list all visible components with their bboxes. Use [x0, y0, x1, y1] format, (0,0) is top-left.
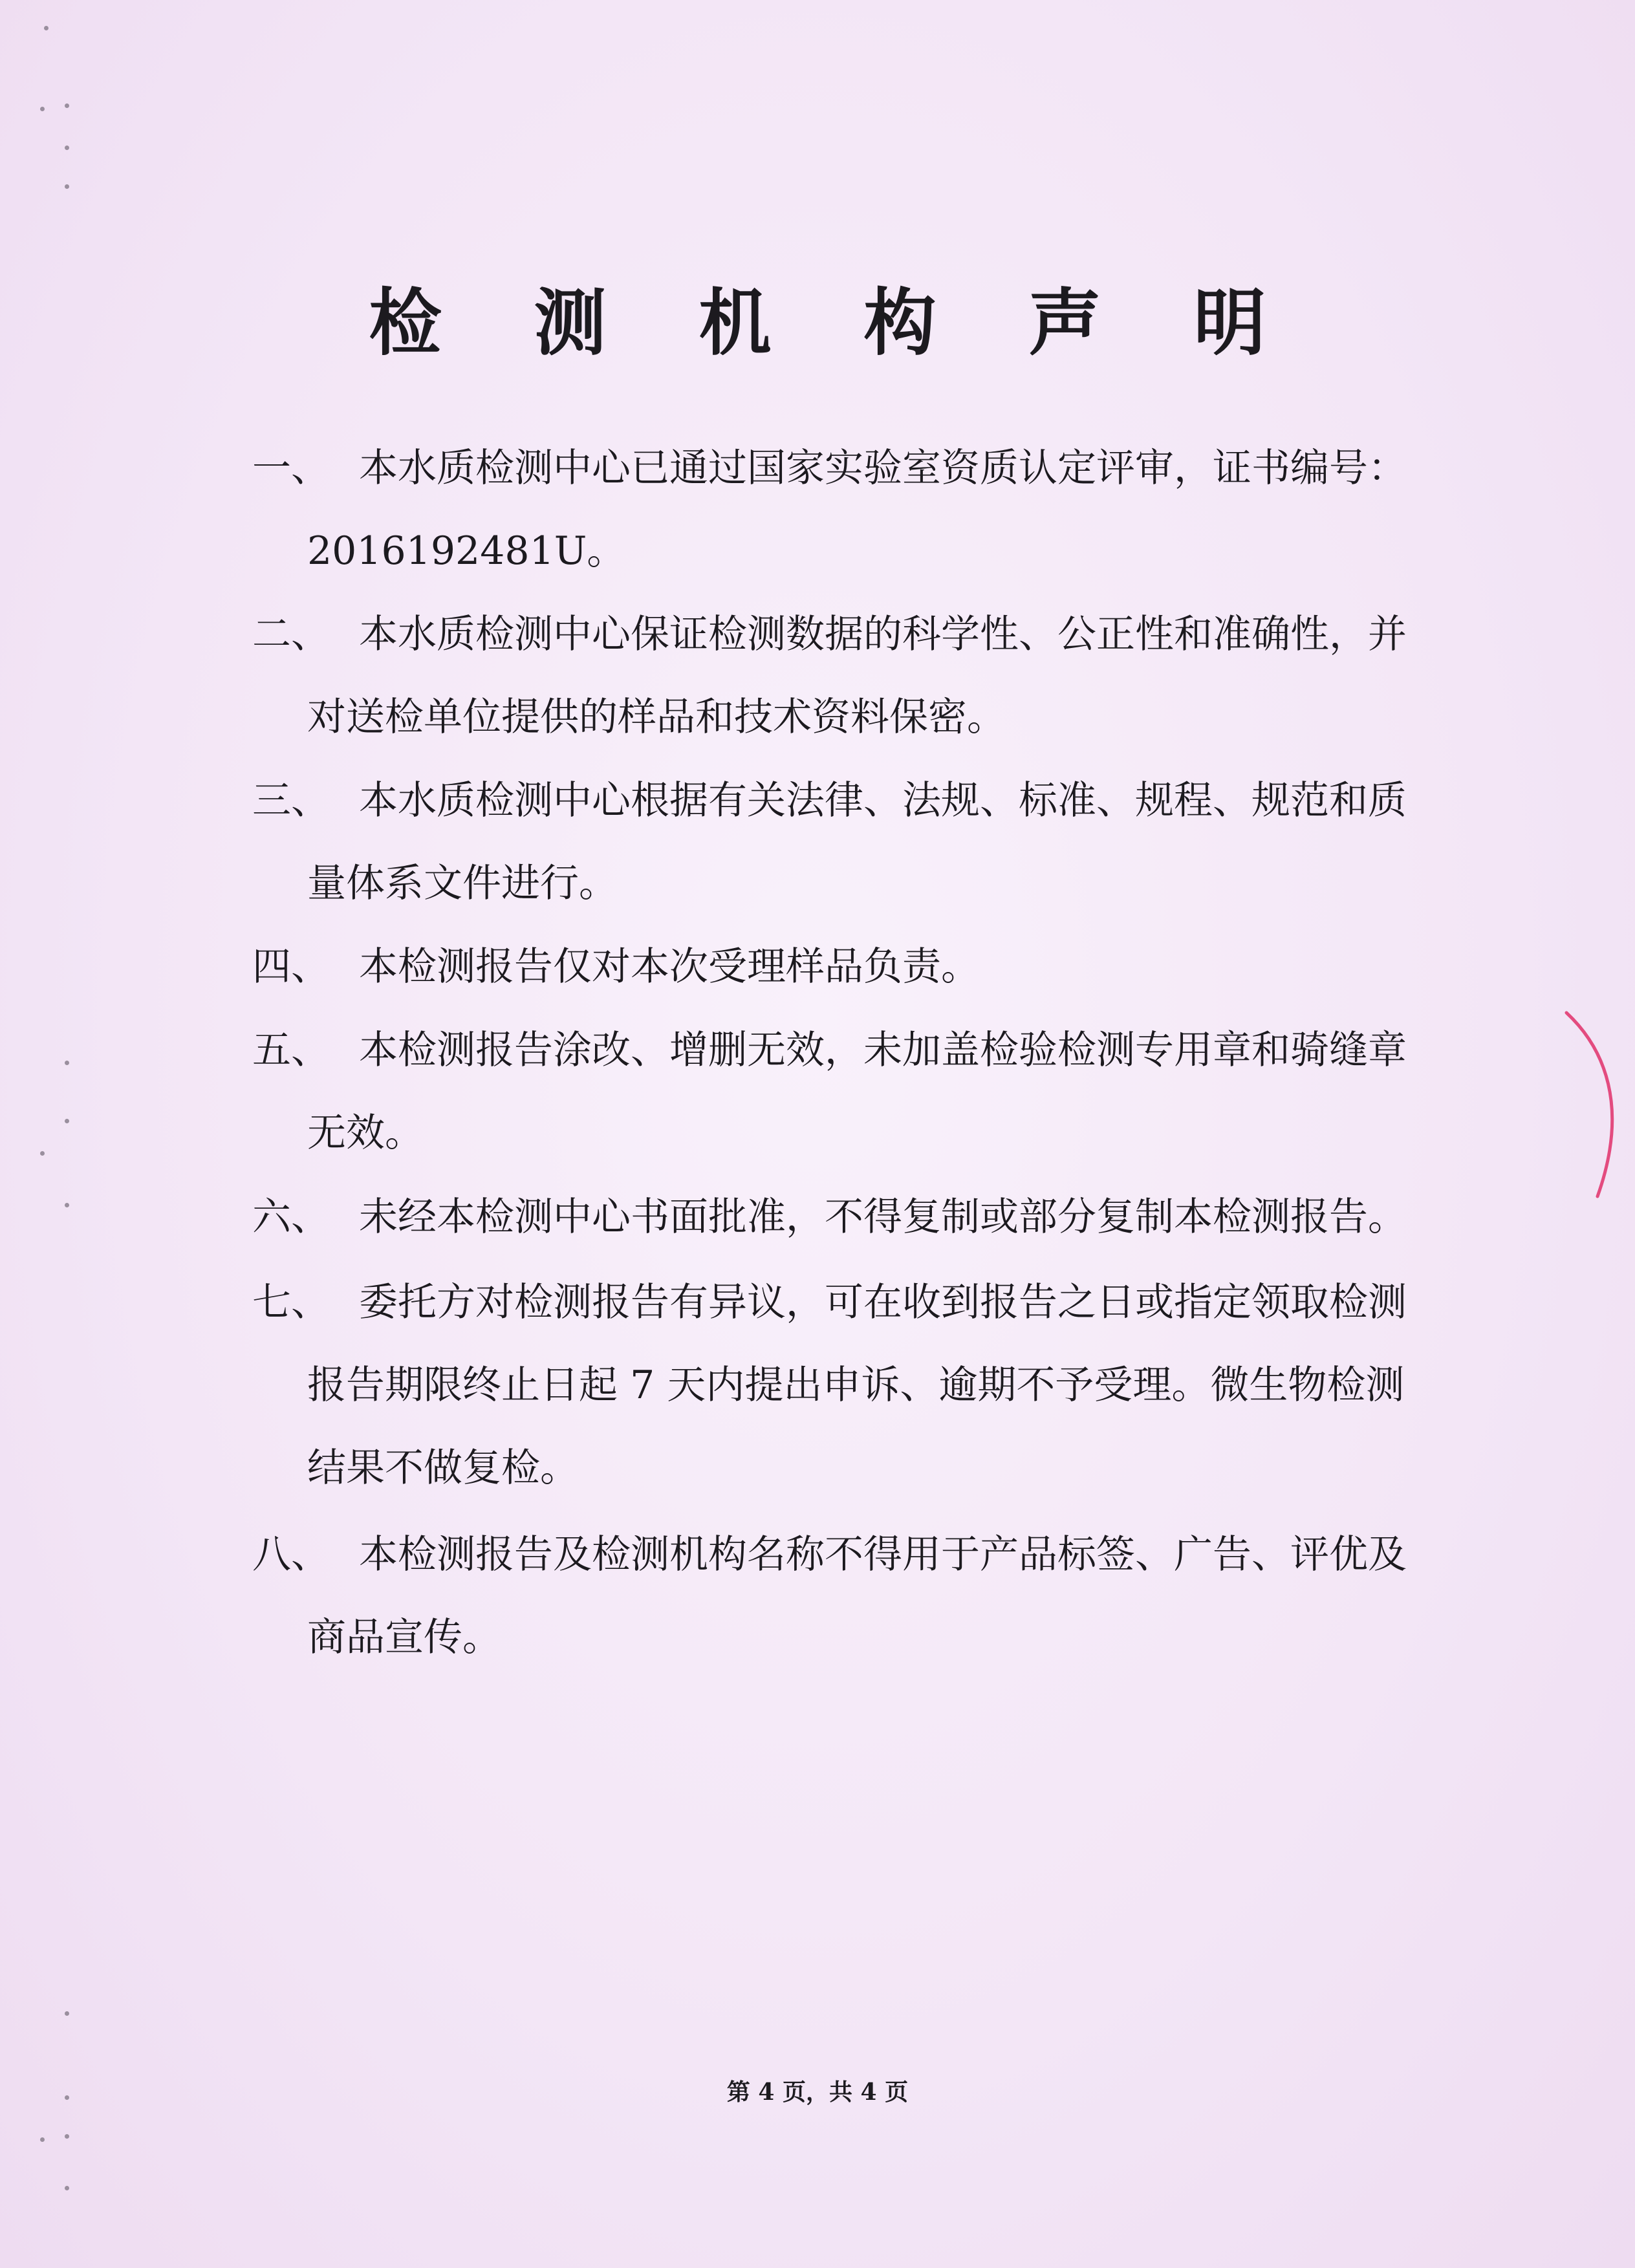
binding-hole [65, 1061, 69, 1065]
item-number: 七、 [252, 1280, 330, 1325]
list-item [252, 759, 1407, 925]
list-item [252, 1176, 1407, 1258]
item-text-line: 无效。 [307, 1110, 424, 1156]
item-number: 三、 [252, 778, 330, 823]
item-text-line: 本检测报告仅对本次受理样品负责。 [359, 944, 980, 989]
item-text-line: 本检测报告及检测机构名称不得用于产品标签、广告、评优及 [359, 1532, 1407, 1577]
list-item [252, 1513, 1407, 1679]
item-text-line: 本水质检测中心保证检测数据的科学性、公正性和准确性，并 [359, 612, 1407, 657]
page-number-footer: 第 4 页，共 4 页 [726, 2079, 909, 2106]
item-number: 六、 [252, 1194, 330, 1240]
item-text-line: 未经本检测中心书面批准，不得复制或部分复制本检测报告。 [359, 1194, 1407, 1240]
binding-hole [40, 107, 45, 111]
item-number: 五、 [252, 1028, 330, 1073]
item-text-line: 结果不做复检。 [307, 1445, 579, 1491]
item-text-line: 委托方对检测报告有异议，可在收到报告之日或指定领取检测 [359, 1280, 1407, 1325]
item-text-line: 本水质检测中心根据有关法律、法规、标准、规程、规范和质 [359, 778, 1407, 823]
binding-hole [65, 146, 69, 150]
binding-hole [65, 2011, 69, 2016]
item-number: 四、 [252, 944, 330, 989]
list-item [252, 925, 1391, 1008]
item-number: 八、 [252, 1532, 330, 1577]
binding-hole [65, 1203, 69, 1207]
binding-hole [40, 1151, 45, 1156]
binding-hole [65, 1119, 69, 1123]
binding-hole [65, 2186, 69, 2190]
binding-hole [40, 2137, 45, 2142]
binding-hole [65, 2134, 69, 2139]
item-number: 二、 [252, 612, 330, 657]
page-title: 检 测 机 构 声 明 [369, 281, 1300, 365]
item-text-line: 2016192481U。 [307, 528, 626, 574]
item-text-line: 量体系文件进行。 [307, 861, 618, 906]
binding-hole [65, 184, 69, 189]
list-item [252, 427, 1407, 592]
item-text-line: 报告期限终止日起 7 天内提出申诉、逾期不予受理。微生物检测 [307, 1363, 1405, 1408]
item-text-line: 对送检单位提供的样品和技术资料保密。 [307, 695, 1006, 740]
binding-hole [44, 26, 49, 30]
list-item [252, 593, 1407, 759]
item-text-line: 本水质检测中心已通过国家实验室资质认定评审，证书编号： [359, 446, 1407, 491]
list-item [252, 1261, 1407, 1509]
binding-hole [65, 103, 69, 108]
item-text-line: 本检测报告涂改、增删无效，未加盖检验检测专用章和骑缝章 [359, 1028, 1407, 1073]
list-item [252, 1009, 1407, 1174]
item-number: 一、 [252, 446, 330, 491]
item-text-line: 商品宣传。 [307, 1615, 501, 1660]
seam-stamp-fragment [1559, 1009, 1635, 1203]
